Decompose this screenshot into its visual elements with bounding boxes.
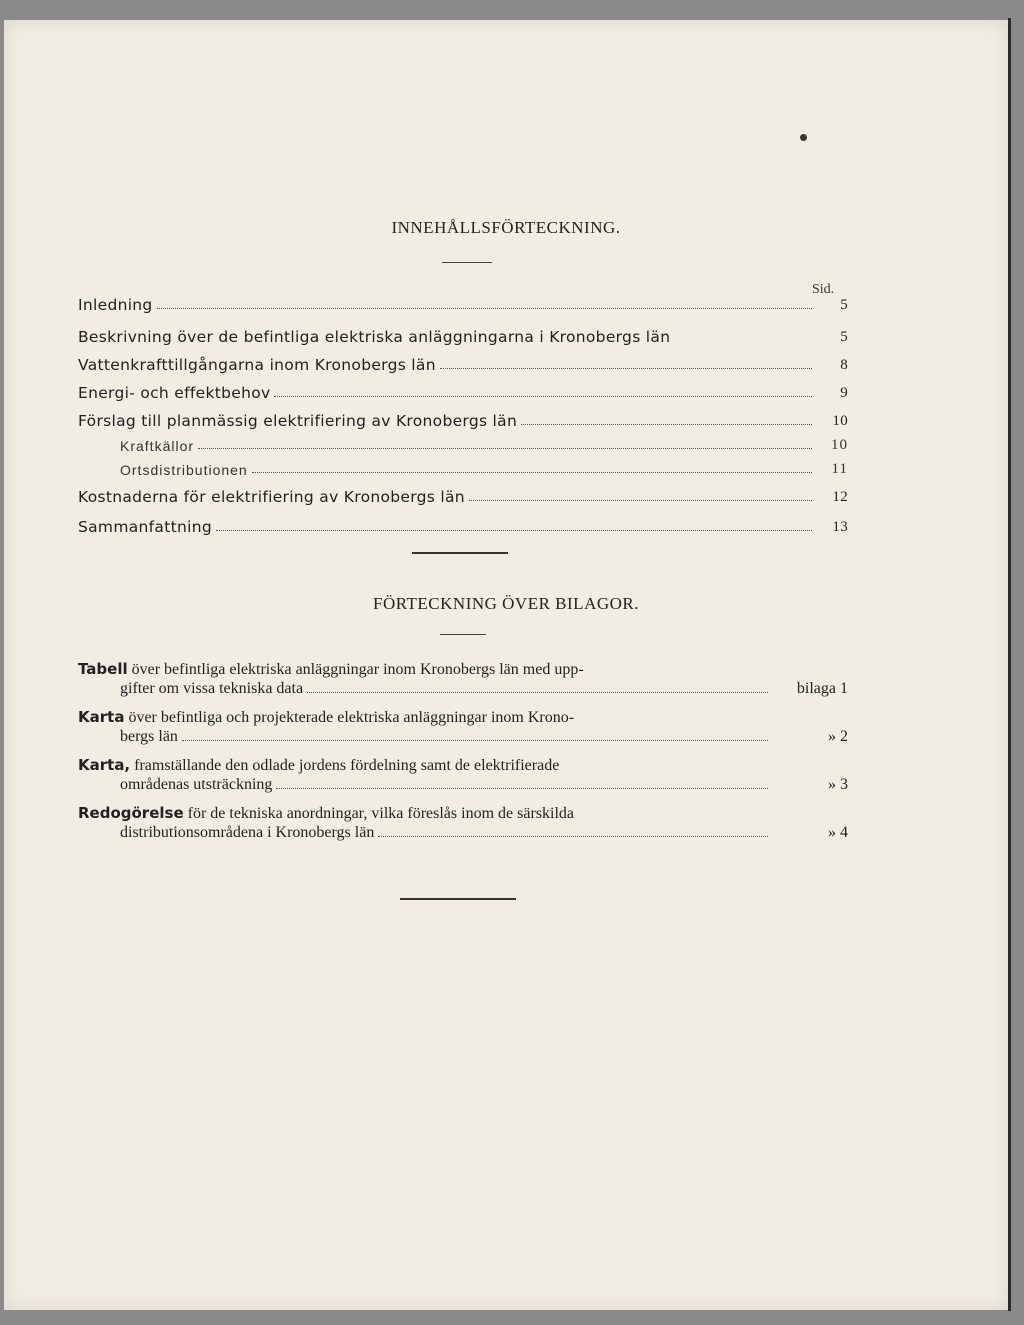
bilaga-entry-lead: Tabell [78, 660, 128, 678]
toc-entry-page: 5 [840, 297, 848, 313]
leader-dots [307, 692, 768, 693]
page-column-header: Sid. [812, 282, 835, 297]
bilaga-entry-lead: Redogörelse [78, 804, 184, 822]
bilaga-entry-text: framställande den odlade jordens fördelning samt de elektrifierade [130, 757, 560, 774]
toc-entry [78, 404, 848, 430]
bilagor-heading: FÖRTECKNING ÖVER BILAGOR. [372, 594, 639, 613]
heading-rule [440, 634, 486, 635]
toc-entry [78, 376, 848, 402]
bilaga-ref: » 2 [828, 728, 848, 745]
leader-dots [274, 396, 812, 397]
leader-dots [198, 448, 812, 449]
bilaga-entry-continuation: bergs län [120, 728, 178, 745]
leader-dots [216, 530, 812, 531]
leader-dots [182, 740, 768, 741]
toc-entry [78, 288, 848, 314]
toc-entry-page: 13 [832, 519, 848, 535]
toc-entry-label: Beskrivning över de befintliga elektriska anläggningarna i Kronobergs län [78, 328, 671, 346]
bilaga-entry [78, 660, 848, 698]
toc-entry [78, 510, 848, 536]
leader-dots [440, 368, 812, 369]
bilaga-entry-text: för de tekniska anordningar, vilka föreslås inom de särskilda [183, 805, 574, 822]
bilaga-ref: bilaga 1 [796, 680, 848, 697]
toc-entry-page: 10 [832, 413, 848, 429]
leader-dots [276, 788, 768, 789]
toc-entry-label: Kraftkällor [120, 438, 195, 454]
toc-entry-label: Inledning [78, 296, 153, 314]
toc-entry-label: Sammanfattning [78, 518, 212, 536]
leader-dots [521, 424, 812, 425]
bilaga-entry-lead: Karta [78, 708, 125, 726]
bilaga-entry-continuation: gifter om vissa tekniska data [120, 680, 304, 697]
bilaga-entry-line1 [78, 708, 768, 727]
toc-entry-label: Ortsdistributionen [120, 462, 248, 478]
bilaga-ref: » 4 [828, 824, 848, 841]
bilaga-entry-text: över befintliga elektriska anläggningar inom Kronobergs län med upp- [127, 661, 584, 678]
end-divider [400, 898, 516, 900]
bilaga-entry-lead: Karta, [78, 756, 131, 774]
section-divider [412, 552, 508, 554]
bilaga-entry [78, 708, 848, 746]
ink-speck [800, 134, 807, 141]
leader-dots [157, 308, 812, 309]
toc-heading: INNEHÅLLSFÖRTECKNING. [391, 218, 621, 237]
bilaga-entry-line2 [78, 727, 848, 746]
toc-entry-page: 8 [840, 357, 848, 373]
leader-dots [252, 472, 812, 473]
bilaga-entry-line1 [78, 804, 768, 823]
toc-entry-page: 5 [840, 329, 848, 345]
leader-dots [469, 500, 812, 501]
bilaga-entry-text: över befintliga och projekterade elektriska anläggningar inom Krono- [124, 709, 575, 726]
toc-subentry [120, 428, 848, 454]
heading-rule [442, 262, 492, 263]
bilaga-entry-continuation: områdenas utsträckning [120, 776, 273, 793]
toc-entry-label: Förslag till planmässig elektrifiering av Kronobergs län [78, 412, 518, 430]
toc-entry-page: 11 [831, 461, 848, 477]
toc-entry-label: Kostnaderna för elektrifiering av Kronobergs län [78, 488, 465, 506]
bilaga-ref: » 3 [828, 776, 848, 793]
document-page [4, 20, 1008, 1310]
bilaga-entry [78, 804, 848, 842]
toc-entry-page: 10 [831, 437, 848, 453]
page-edge-shadow [1008, 18, 1011, 1311]
toc-entry-page: 9 [840, 385, 848, 401]
toc-entry-label: Vattenkrafttillgångarna inom Kronobergs län [78, 356, 436, 374]
bilaga-entry [78, 756, 848, 794]
bilaga-entry-line2 [78, 775, 848, 794]
bilaga-entry-line2 [78, 823, 848, 842]
bilaga-entry-continuation: distributionsområdena i Kronobergs län [120, 824, 375, 841]
toc-entry [78, 348, 848, 374]
toc-subentry [120, 452, 848, 478]
toc-entry [78, 480, 848, 506]
toc-entry [78, 320, 848, 346]
leader-dots [378, 836, 768, 837]
bilaga-entry-line1 [78, 660, 768, 679]
bilaga-entry-line2 [78, 679, 848, 698]
toc-entry-label: Energi- och effektbehov [78, 384, 271, 402]
toc-entry-page: 12 [832, 489, 848, 505]
bilaga-entry-line1 [78, 756, 768, 775]
